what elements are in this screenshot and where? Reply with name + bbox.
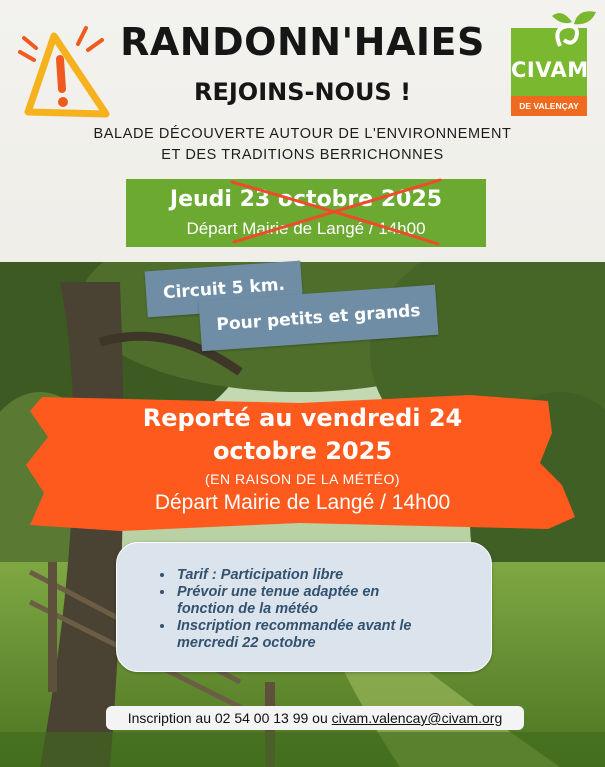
contact-strip (106, 706, 524, 730)
tagline-line-1: BALADE DÉCOUVERTE AUTOUR DE L'ENVIRONNEMENT (93, 126, 512, 142)
postponed-line-1: Reporté au vendredi 24 (142, 404, 463, 432)
page-title: RANDONN'HAIES (120, 20, 485, 64)
postponed-departure: Départ Mairie de Langé / 14h00 (154, 491, 451, 514)
logo-subtitle: DE VALENÇAY (511, 96, 587, 116)
original-departure: Départ Mairie de Langé / 14h00 (186, 219, 426, 238)
cross-out-mark (228, 176, 444, 248)
info-item-clothing: • Prévoir une tenue adaptée en fonction de la météo (175, 584, 417, 618)
audience-tag-label: Pour petits et grands (215, 300, 422, 336)
tagline-line-2: ET DES TRADITIONS BERRICHONNES (161, 147, 444, 163)
leaf-swirl-icon (550, 6, 602, 58)
postponed-line-2: octobre 2025 (212, 437, 393, 465)
page-subtitle: REJOINS-NOUS ! (193, 78, 412, 106)
logo-word: CIVAM (511, 58, 589, 82)
original-date: Jeudi 23 octobre 2025 (169, 187, 443, 212)
info-box (116, 542, 492, 672)
circuit-tag-label: Circuit 5 km. (162, 274, 286, 304)
postponed-reason: (EN RAISON DE LA MÉTÉO) (204, 471, 401, 487)
contact-email-link[interactable]: civam.valencay@civam.org (331, 710, 503, 726)
tagline (0, 124, 605, 166)
contact-text (106, 710, 524, 726)
info-item-price: • Tarif : Participation libre (175, 567, 467, 584)
info-list (161, 567, 467, 652)
contact-phone: Inscription au 02 54 00 13 99 ou (127, 710, 332, 726)
info-item-registration: • Inscription recommandée avant le mercredi 22 octobre (175, 618, 467, 652)
